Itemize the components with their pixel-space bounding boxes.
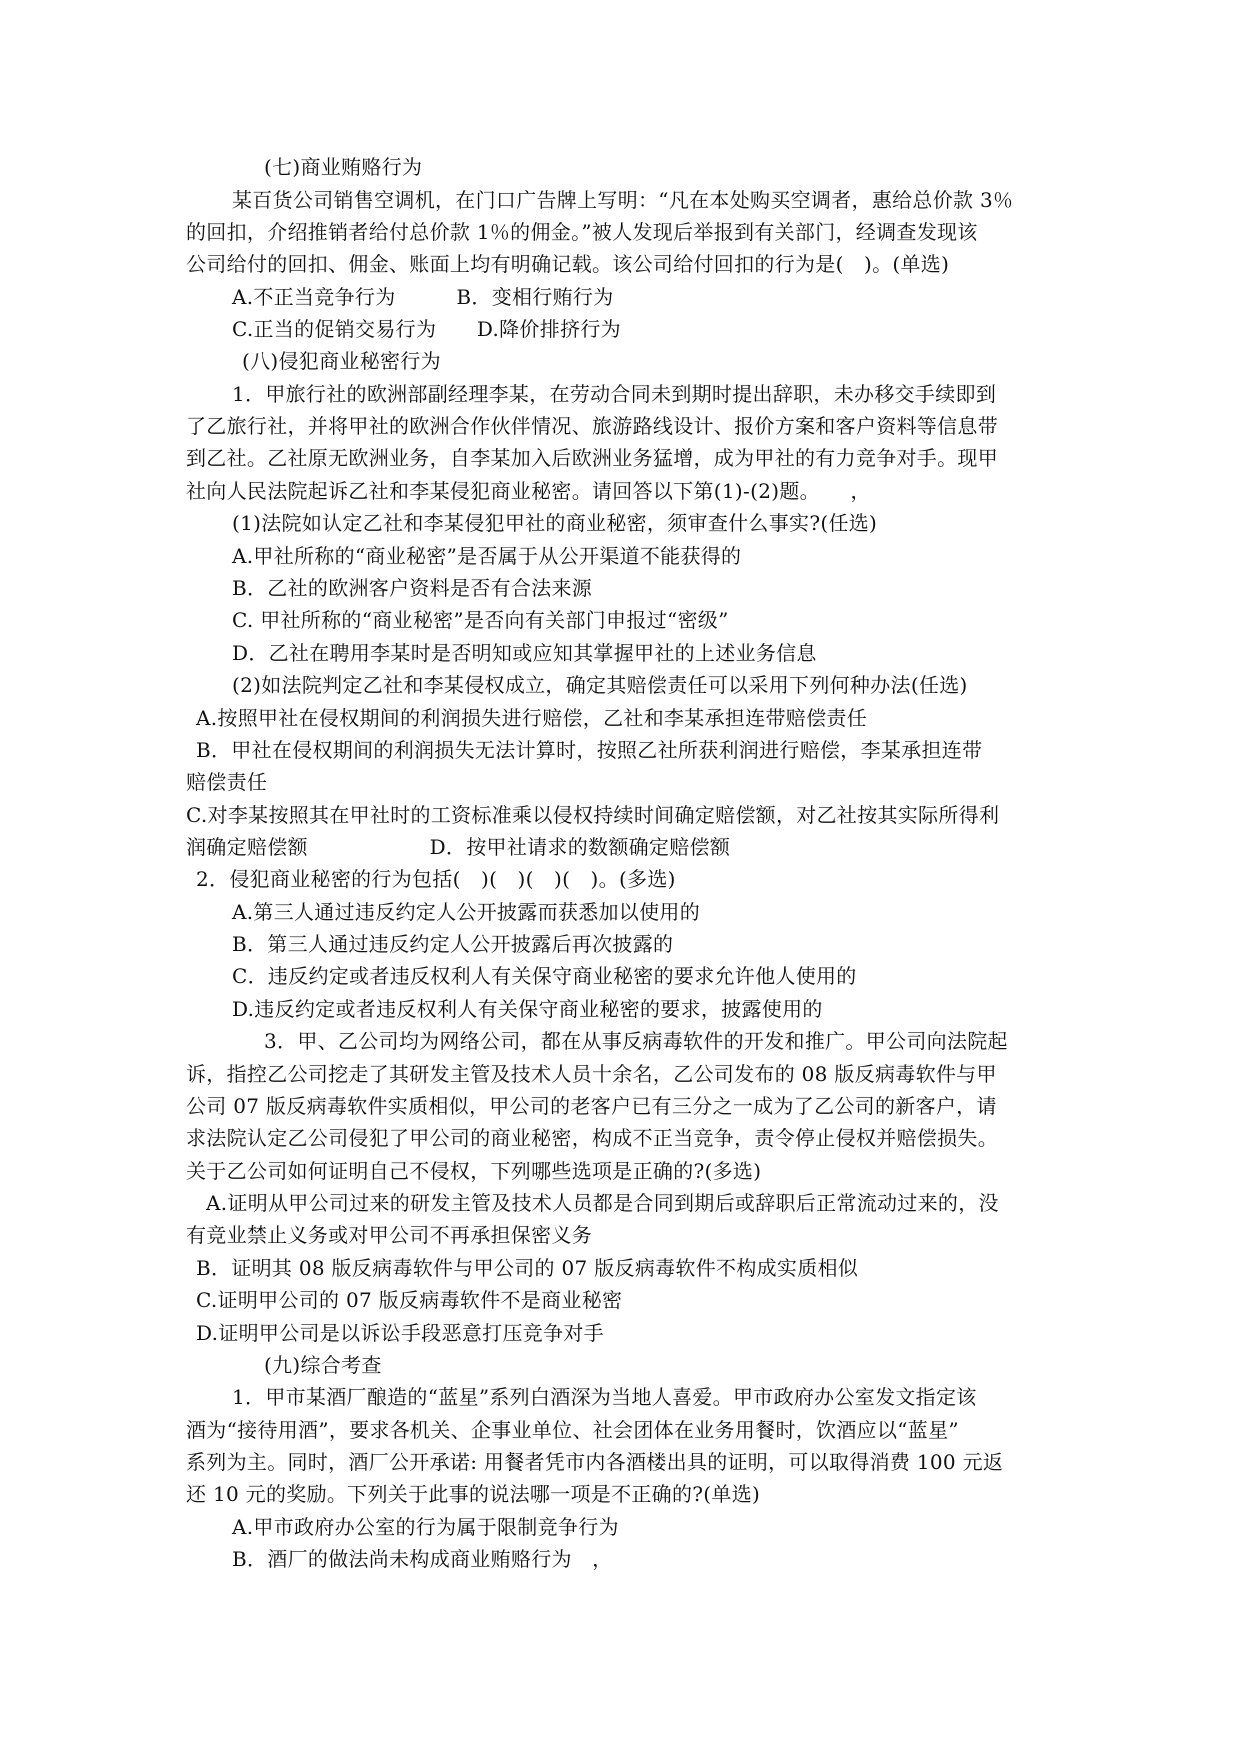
question-text: 系列为主。同时，酒厂公开承诺: 用餐者凭市内各酒楼出具的证明，可以取得消费 100 元返 (186, 1450, 1004, 1474)
sub-question: (1)法院如认定乙社和李某侵犯甲社的商业秘密，须审查什么事实?(任选) (232, 511, 878, 535)
answer-option: D．乙社在聘用李某时是否明知或应知其掌握甲社的上述业务信息 (232, 641, 817, 665)
section-heading: (七)商业贿赂行为 (264, 155, 423, 179)
answer-option: B．酒厂的做法尚未构成商业贿赂行为 ， (232, 1547, 613, 1571)
question-text: 了乙旅行社，并将甲社的欧洲合作伙伴情况、旅游路线设计、报价方案和客户资料等信息带 (186, 414, 998, 438)
section-heading: (八)侵犯商业秘密行为 (242, 349, 441, 373)
question-text: 到乙社。乙社原无欧洲业务，自李某加入后欧洲业务猛增，成为甲社的有力竞争对手。现甲 (186, 446, 998, 470)
answer-option: C. 甲社所称的“商业秘密”是否向有关部门申报过“密级” (232, 608, 729, 632)
question-text: 酒为“接待用酒”，要求各机关、企事业单位、社会团体在业务用餐时，饮酒应以“蓝星” (186, 1418, 959, 1442)
question-text: 公司 07 版反病毒软件实质相似，甲公司的老客户已有三分之一成为了乙公司的新客户，请 (186, 1094, 997, 1118)
answer-option: A.证明从甲公司过来的研发主管及技术人员都是合同到期后或辞职后正常流动过来的，没 (206, 1191, 999, 1215)
question-text: 1．甲市某酒厂酿造的“蓝星”系列白酒深为当地人喜爱。甲市政府办公室发文指定该 (232, 1385, 977, 1409)
answer-option: C．违反约定或者违反权利人有关保守商业秘密的要求允许他人使用的 (232, 964, 857, 988)
sub-question: (2)如法院判定乙社和李某侵权成立，确定其赔偿责任可以采用下列何种办法(任选) (232, 673, 968, 697)
question-text: 2．侵犯商业秘密的行为包括( )( )( )( )。(多选) (196, 867, 676, 891)
answer-option: A.按照甲社在侵权期间的利润损失进行赔偿，乙社和李某承担连带赔偿责任 (196, 706, 867, 730)
answer-option: B．甲社在侵权期间的利润损失无法计算时，按照乙社所获利润进行赔偿，李某承担连带 (196, 738, 983, 762)
answer-option: C.对李某按照其在甲社时的工资标准乘以侵权持续时间确定赔偿额，对乙社按其实际所得利 (186, 803, 1000, 827)
question-text: 公司给付的回扣、佣金、账面上均有明确记载。该公司给付回扣的行为是( )。(单选) (186, 252, 950, 276)
answer-option: A.第三人通过违反约定人公开披露而获悉加以使用的 (232, 900, 701, 924)
question-text: 诉，指控乙公司挖走了其研发主管及技术人员十余名，乙公司发布的 08 版反病毒软件与甲 (186, 1062, 997, 1086)
section-heading: (九)综合考查 (264, 1353, 382, 1377)
answer-option: B．第三人通过违反约定人公开披露后再次披露的 (232, 932, 674, 956)
answer-option: A.不正当竞争行为 B．变相行贿行为 (232, 285, 614, 309)
question-text: 3．甲、乙公司均为网络公司，都在从事反病毒软件的开发和推广。甲公司向法院起 (264, 1029, 1008, 1053)
answer-option: 润确定赔偿额 D．按甲社请求的数额确定赔偿额 (186, 835, 731, 859)
question-text: 1．甲旅行社的欧洲部副经理李某，在劳动合同未到期时提出辞职，未办移交手续即到 (232, 382, 997, 406)
answer-option: A.甲社所称的“商业秘密”是否属于从公开渠道不能获得的 (232, 544, 742, 568)
answer-option: D.证明甲公司是以诉讼手段恶意打压竞争对手 (196, 1321, 604, 1345)
question-text: 关于乙公司如何证明自己不侵权，下列哪些选项是正确的?(多选) (186, 1159, 762, 1183)
question-text: 求法院认定乙公司侵犯了甲公司的商业秘密，构成不正当竞争，责令停止侵权并赔偿损失。 (186, 1126, 998, 1150)
answer-option: C.正当的促销交易行为 D.降价排挤行为 (232, 317, 621, 341)
question-text: 社向人民法院起诉乙社和李某侵犯商业秘密。请回答以下第(1)-(2)题。 ， (186, 479, 871, 503)
answer-option: 有竞业禁止义务或对甲公司不再承担保密义务 (186, 1223, 592, 1247)
question-text: 某百货公司销售空调机，在门口广告牌上写明：“凡在本处购买空调者，惠给总价款 3％ (232, 188, 1014, 212)
question-text: 的回扣，介绍推销者给付总价款 1％的佣金。”被人发现后举报到有关部门，经调查发现该 (186, 220, 978, 244)
answer-option: A.甲市政府办公室的行为属于限制竞争行为 (232, 1515, 619, 1539)
answer-option: C.证明甲公司的 07 版反病毒软件不是商业秘密 (196, 1288, 623, 1312)
answer-option: B．乙社的欧洲客户资料是否有合法来源 (232, 576, 593, 600)
answer-option: D.违反约定或者违反权利人有关保守商业秘密的要求，披露使用的 (232, 997, 823, 1021)
answer-option: B．证明其 08 版反病毒软件与甲公司的 07 版反病毒软件不构成实质相似 (196, 1256, 859, 1280)
answer-option: 赔偿责任 (186, 770, 268, 794)
question-text: 还 10 元的奖励。下列关于此事的说法哪一项是不正确的?(单选) (186, 1482, 761, 1506)
